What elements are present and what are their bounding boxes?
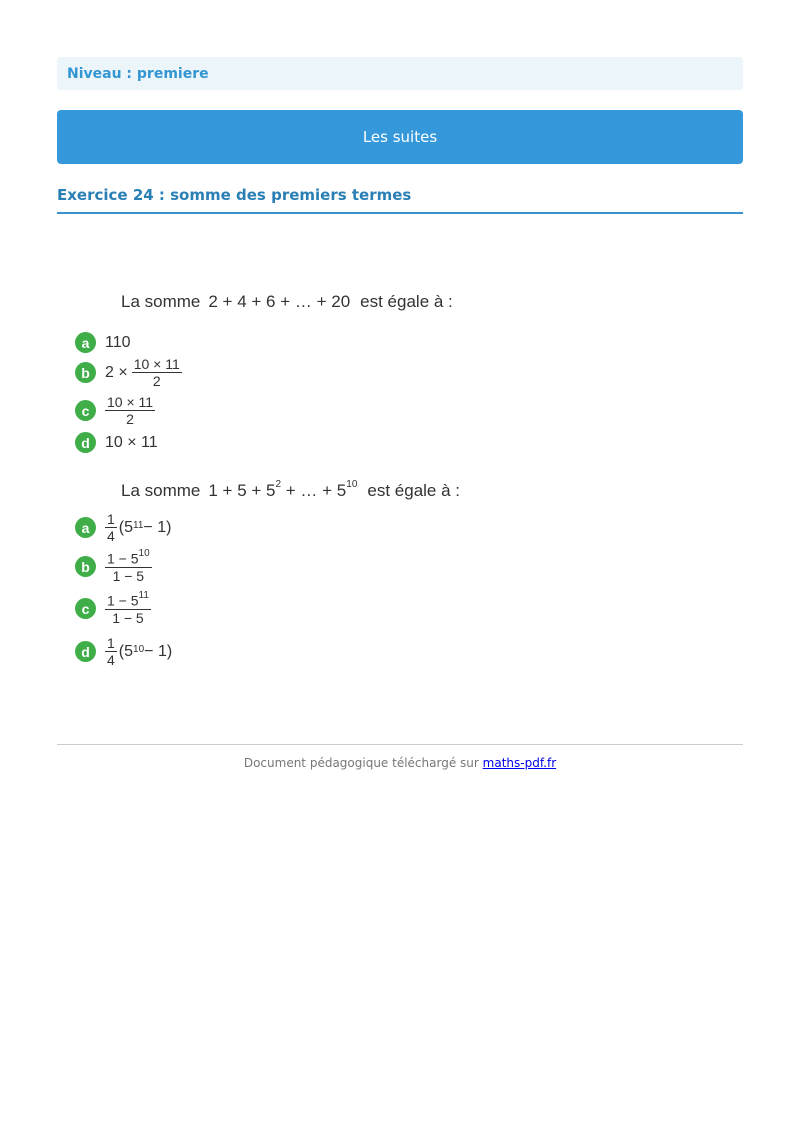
option-tail: − 1): [143, 518, 172, 536]
option-value: 110: [105, 333, 131, 351]
stem-expr-part: 1 + 5 + 5: [208, 481, 276, 500]
fraction-denominator: 2: [152, 373, 161, 389]
fraction-denominator: 2: [126, 411, 134, 427]
option-badge: d: [75, 641, 96, 662]
option-c[interactable]: [75, 590, 151, 626]
option-d[interactable]: [75, 636, 172, 667]
option-exponent: 10: [133, 644, 145, 655]
question-2-stem: [121, 481, 460, 501]
fraction-numerator: 10 × 11: [107, 394, 154, 410]
chapter-banner: [57, 110, 743, 164]
numerator-base: 1 − 5: [107, 592, 139, 609]
option-value: [105, 636, 172, 667]
fraction: [105, 512, 117, 543]
fraction-numerator: 1: [107, 635, 115, 651]
stem-expression: [208, 481, 357, 501]
option-value: [105, 357, 182, 388]
stem-suffix: est égale à :: [367, 481, 461, 500]
fraction-numerator: [105, 590, 151, 610]
fraction-numerator: 10 × 11: [133, 356, 180, 372]
fraction-denominator: 4: [107, 652, 115, 668]
stem-exponent: 10: [346, 479, 358, 491]
option-value: 10 × 11: [105, 433, 158, 451]
stem-suffix: est égale à :: [360, 292, 453, 311]
chapter-title: Les suites: [362, 128, 438, 146]
numerator-exponent: 10: [138, 548, 150, 559]
fraction: [105, 395, 155, 426]
option-prefix: 2 ×: [105, 363, 128, 381]
option-exponent: 11: [133, 520, 144, 531]
option-value: [105, 548, 152, 584]
option-badge: a: [75, 332, 96, 353]
fraction-denominator: 1 − 5: [112, 609, 144, 626]
option-badge: b: [75, 362, 96, 383]
option-b[interactable]: [75, 548, 152, 584]
option-tail: − 1): [144, 642, 173, 660]
option-base: (5: [118, 518, 134, 536]
option-base: (5: [118, 642, 134, 660]
level-banner: [57, 57, 743, 90]
stem-expression: 2 + 4 + 6 + … + 20: [208, 292, 351, 311]
option-badge: b: [75, 556, 96, 577]
fraction: [105, 636, 117, 667]
stem-expr-part: + … + 5: [281, 481, 347, 500]
fraction-denominator: 1 − 5: [112, 567, 145, 584]
footer-link[interactable]: maths-pdf.fr: [482, 756, 557, 770]
fraction: [132, 357, 182, 388]
stem-prefix: La somme: [121, 481, 201, 500]
option-b[interactable]: [75, 357, 182, 388]
option-a[interactable]: [75, 332, 131, 353]
option-value: [105, 512, 171, 543]
fraction: [105, 548, 152, 584]
option-value: [105, 395, 155, 426]
option-badge: c: [75, 598, 96, 619]
footer-divider: [57, 744, 743, 745]
fraction-numerator: 1: [107, 511, 115, 527]
footer-text: Document pédagogique téléchargé sur: [243, 756, 479, 770]
option-badge: a: [75, 517, 96, 538]
numerator-base: 1 − 5: [107, 550, 139, 567]
option-a[interactable]: [75, 512, 171, 543]
fraction: [105, 590, 151, 626]
option-d[interactable]: [75, 432, 158, 453]
stem-exponent: 2: [275, 479, 282, 491]
option-badge: c: [75, 400, 96, 421]
level-label: Niveau : premiere: [67, 65, 209, 82]
stem-prefix: La somme: [121, 292, 201, 311]
option-c[interactable]: [75, 395, 155, 426]
footer: [0, 756, 800, 770]
option-value: [105, 590, 151, 626]
numerator-exponent: 11: [138, 590, 149, 601]
question-1-stem: [121, 292, 453, 312]
fraction-numerator: [105, 548, 152, 568]
option-badge: d: [75, 432, 96, 453]
exercise-title: Exercice 24 : somme des premiers termes: [57, 186, 743, 214]
fraction-denominator: 4: [107, 528, 115, 544]
